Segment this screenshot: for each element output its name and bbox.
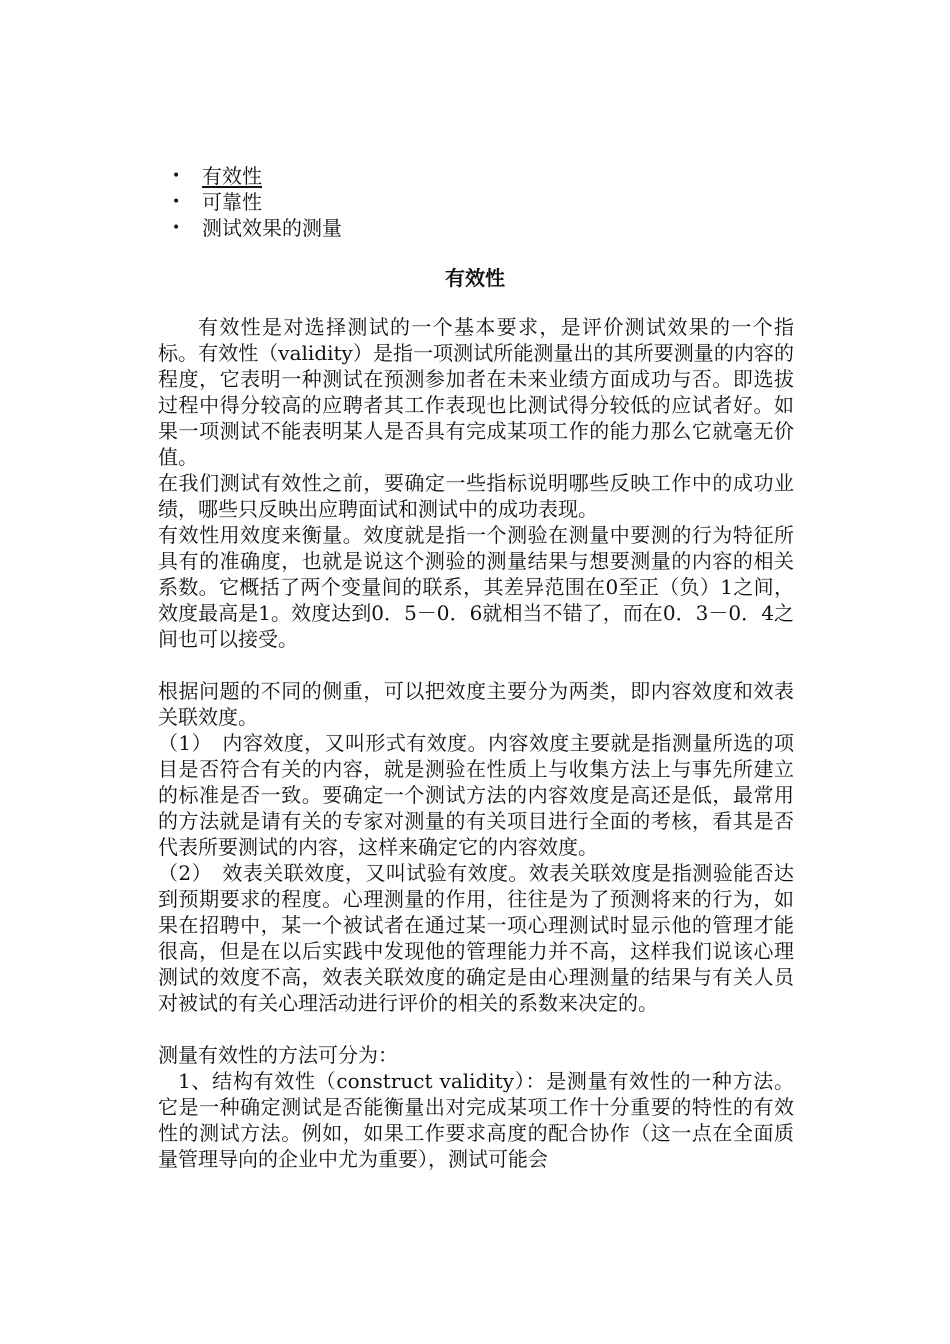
bullet-icon: •: [172, 220, 181, 236]
paragraph-criterion-validity: （2） 效表关联效度，又叫试验有效度。效表关联效度是指测验能否达到预期要求的程度。心理测量的作用，往往是为了预测将来的行为，如果在招聘中，某一个被试者在通过某一项心理测试时显示他的管理才能很高，但是在以后实践中发现他的管理能力并不高，这样我们说该心理测试的效度不高，效表关联效度的确定是由心理测量的结果与有关人员对被试的有关心理活动进行评价的相关的系数来决定的。: [158, 861, 794, 1015]
toc-link-reliability[interactable]: 可靠性: [202, 190, 262, 214]
toc-item-validity: [168, 163, 342, 189]
paragraph-validity-definition: 有效性是对选择测试的一个基本要求，是评价测试效果的一个指标。有效性（validity）是指一项测试所能测量出的其所要测量的内容的程度，它表明一种测试在预测参加者在未来业绩方面成功与否。即选拔过程中得分较高的应聘者其工作表现也比测试得分较低的应试者好。如果一项测试不能表明某人是否具有完成某项工作的能力那么它就毫无价值。: [158, 315, 794, 469]
paragraph-validity-coefficient: 有效性用效度来衡量。效度就是指一个测验在测量中要测的行为特征所具有的准确度，也就是说这个测验的测量结果与想要测量的内容的相关系数。它概括了两个变量间的联系，其差异范围在0至正（负）1之间，效度最高是1。效度达到0．5－0．6就相当不错了，而在0．3－0．4之间也可以接受。: [158, 523, 794, 651]
bullet-icon: •: [172, 168, 181, 184]
toc-link-validity[interactable]: 有效性: [202, 164, 262, 188]
toc-item-reliability: [168, 189, 342, 215]
paragraph-validity-types: 根据问题的不同的侧重，可以把效度主要分为两类，即内容效度和效表关联效度。: [158, 679, 794, 729]
toc-link-measurement[interactable]: 测试效果的测量: [202, 216, 342, 240]
bullet-icon: •: [172, 194, 181, 210]
paragraph-content-validity: （1） 内容效度，又叫形式有效度。内容效度主要就是指测量所选的项目是否符合有关的内容，就是测验在性质上与收集方法上与事先所建立的标准是否一致。要确定一个测试方法的内容效度是高还是低，最常用的方法就是请有关的专家对测量的有关项目进行全面的考核，看其是否代表所要测试的内容，这样来确定它的内容效度。: [158, 731, 794, 859]
paragraph-construct-validity: 1、结构有效性（construct validity）：是测量有效性的一种方法。它是一种确定测试是否能衡量出对完成某项工作十分重要的特性的有效性的测试方法。例如，如果工作要求高度的配合协作（这一点在全面质量管理导向的企业中尤为重要），测试可能会: [158, 1069, 794, 1171]
section-heading: 有效性: [445, 266, 505, 290]
section-body: [158, 314, 794, 1172]
table-of-contents: [168, 163, 342, 241]
toc-item-measurement: [168, 215, 342, 241]
paragraph-methods-intro: 测量有效性的方法可分为：: [158, 1043, 398, 1067]
paragraph-indicators: 在我们测试有效性之前，要确定一些指标说明哪些反映工作中的成功业绩，哪些只反映出应聘面试和测试中的成功表现。: [158, 471, 794, 521]
